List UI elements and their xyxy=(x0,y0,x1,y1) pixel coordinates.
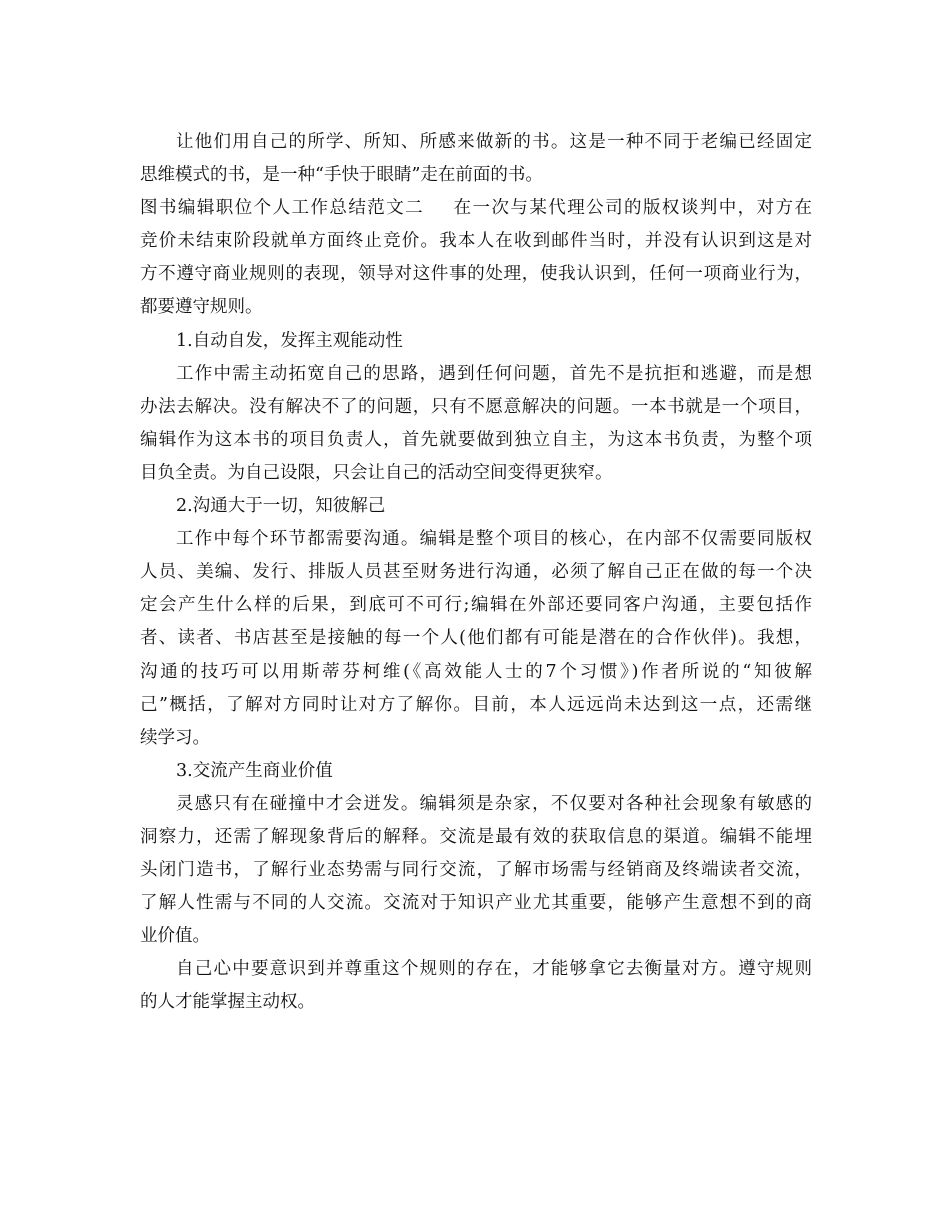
paragraph-line: 沟通的技巧可以用斯蒂芬柯维(《高效能人士的7个习惯》)作者所说的“知彼解 xyxy=(140,661,812,682)
paragraph-line: 己”概括，了解对方同时让对方了解你。目前，本人远远尚未达到这一点，还需继 xyxy=(140,694,812,715)
paragraph-line: 的人才能掌握主动权。 xyxy=(140,992,315,1013)
paragraph-line: 灵感只有在碰撞中才会迸发。编辑须是杂家，不仅要对各种社会现象有敏感的 xyxy=(176,793,812,814)
paragraph-line: 自己心中要意识到并尊重这个规则的存在，才能够拿它去衡量对方。遵守规则 xyxy=(176,959,812,980)
paragraph-line: 目负全责。为自己设限，只会让自己的活动空间变得更狭窄。 xyxy=(140,462,613,483)
paragraph-text: 在一次与某代理公司的版权谈判中，对方在 xyxy=(452,198,813,219)
section-title-line xyxy=(140,192,812,225)
paragraph-line: 编辑作为这本书的项目负责人，首先就要做到独立自主，为这本书负责，为整个项 xyxy=(140,429,812,450)
numbered-heading: 2.沟通大于一切，知彼解己 xyxy=(176,496,386,517)
paragraph-line: 定会产生什么样的后果，到底可不可行;编辑在外部还要同客户沟通，主要包括作 xyxy=(140,595,812,616)
paragraph-line: 了解人性需与不同的人交流。交流对于知识产业尤其重要，能够产生意想不到的商 xyxy=(140,893,812,914)
paragraph-line: 业价值。 xyxy=(140,926,210,947)
paragraph-line: 工作中每个环节都需要沟通。编辑是整个项目的核心，在内部不仅需要同版权 xyxy=(176,529,812,550)
paragraph-line: 者、读者、书店甚至是接触的每一个人(他们都有可能是潜在的合作伙伴)。我想， xyxy=(140,628,812,649)
paragraph-line: 头闭门造书，了解行业态势需与同行交流，了解市场需与经销商及终端读者交流， xyxy=(140,860,812,881)
document-page xyxy=(140,126,812,1020)
numbered-heading: 1.自动自发，发挥主观能动性 xyxy=(176,330,403,351)
paragraph-line: 让他们用自己的所学、所知、所感来做新的书。这是一种不同于老编已经固定 xyxy=(176,132,812,152)
paragraph-line: 都要遵守规则。 xyxy=(140,297,263,318)
paragraph-line: 人员、美编、发行、排版人员甚至财务进行沟通，必须了解自己正在做的每一个决 xyxy=(140,562,812,583)
numbered-heading: 3.交流产生商业价值 xyxy=(176,760,333,781)
paragraph-line: 洞察力，还需了解现象背后的解释。交流是最有效的获取信息的渠道。编辑不能埋 xyxy=(140,826,812,847)
paragraph-line: 竞价未结束阶段就单方面终止竞价。我本人在收到邮件当时，并没有认识到这是对 xyxy=(140,231,812,252)
paragraph-line: 办法去解决。没有解决不了的问题，只有不愿意解决的问题。一本书就是一个项目， xyxy=(140,396,812,417)
paragraph-line: 思维模式的书，是一种“手快于眼睛”走在前面的书。 xyxy=(140,165,543,186)
paragraph-line: 工作中需主动拓宽自己的思路，遇到任何问题，首先不是抗拒和逃避，而是想 xyxy=(176,363,812,384)
paragraph-line: 方不遵守商业规则的表现，领导对这件事的处理，使我认识到，任何一项商业行为， xyxy=(140,264,812,285)
paragraph-line: 续学习。 xyxy=(140,727,210,748)
section-title: 图书编辑职位个人工作总结范文二 xyxy=(140,198,425,219)
